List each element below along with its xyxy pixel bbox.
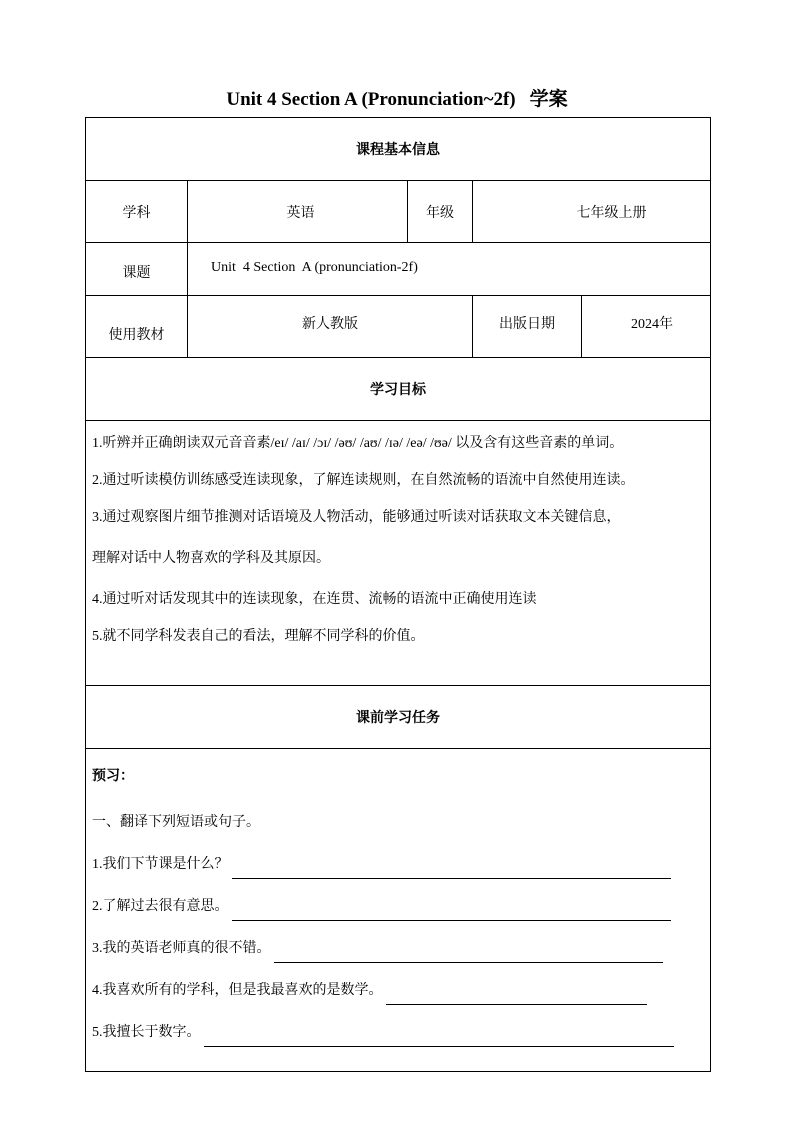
pre-class-tasks xyxy=(86,749,711,1072)
basic-info-header: 课程基本信息 xyxy=(86,118,711,181)
answer-blank[interactable] xyxy=(274,942,663,963)
objective-item: 1.听辨并正确朗读双元音音素/eɪ/ /aɪ/ /ɔɪ/ /əʊ/ /aʊ/ /ɪə/ /eə/ /ʊə/ 以及含有这些音素的单词。 xyxy=(92,436,624,451)
section-title: 一、翻译下列短语或句子。 xyxy=(92,815,260,830)
objective-item: 3.通过观察图片细节推测对话语境及人物活动，能够通过听读对话获取文本关键信息， xyxy=(92,510,621,525)
topic-value: Unit 4 Section A (pronunciation-2f) xyxy=(188,243,711,296)
pre-class-row xyxy=(86,749,711,1072)
question-text: 5.我擅长于数字。 xyxy=(92,1025,201,1040)
page-title xyxy=(0,84,794,111)
objective-item: 4.通过听对话发现其中的连读现象，在连贯、流畅的语流中正确使用连读 xyxy=(92,592,537,607)
objective-item: 2.通过听读模仿训练感受连读现象，了解连读规则，在自然流畅的语流中自然使用连读。 xyxy=(92,473,635,488)
preview-label: 预习： xyxy=(92,769,134,784)
answer-blank[interactable] xyxy=(232,900,671,921)
objectives-row xyxy=(86,421,711,686)
subject-value: 英语 xyxy=(188,181,408,243)
textbook-row xyxy=(86,296,711,358)
lesson-plan-table xyxy=(85,117,711,1072)
title-chinese: 学案 xyxy=(529,89,568,110)
answer-blank[interactable] xyxy=(232,858,671,879)
pubdate-value: 2024年 xyxy=(582,296,711,358)
question-row xyxy=(92,893,704,935)
pre-class-header: 课前学习任务 xyxy=(86,686,711,749)
question-row xyxy=(92,977,704,1019)
grade-value: 七年级上册 xyxy=(473,181,711,243)
answer-blank[interactable] xyxy=(386,984,647,1005)
objectives-list xyxy=(86,421,711,686)
basic-info-header-row xyxy=(86,118,711,181)
subject-row xyxy=(86,181,711,243)
question-text: 2.了解过去很有意思。 xyxy=(92,899,229,914)
objectives-header: 学习目标 xyxy=(86,358,711,421)
topic-label: 课题 xyxy=(86,243,188,296)
question-text: 1.我们下节课是什么？ xyxy=(92,857,229,872)
subject-label: 学科 xyxy=(86,181,188,243)
question-row xyxy=(92,1019,704,1061)
pre-class-header-row xyxy=(86,686,711,749)
answer-blank[interactable] xyxy=(204,1026,674,1047)
topic-row xyxy=(86,243,711,296)
objectives-header-row xyxy=(86,358,711,421)
question-text: 4.我喜欢所有的学科，但是我最喜欢的是数学。 xyxy=(92,983,383,998)
textbook-value: 新人教版 xyxy=(188,296,473,358)
objective-item: 5.就不同学科发表自己的看法，理解不同学科的价值。 xyxy=(92,629,425,644)
question-row xyxy=(92,935,704,977)
objective-item: 理解对话中人物喜欢的学科及其原因。 xyxy=(92,551,330,566)
textbook-label: 使用教材 xyxy=(86,296,188,358)
grade-label: 年级 xyxy=(408,181,473,243)
question-text: 3.我的英语老师真的很不错。 xyxy=(92,941,271,956)
pubdate-label: 出版日期 xyxy=(473,296,582,358)
question-row xyxy=(92,851,704,893)
title-english: Unit 4 Section A (Pronunciation~2f) xyxy=(226,89,516,110)
